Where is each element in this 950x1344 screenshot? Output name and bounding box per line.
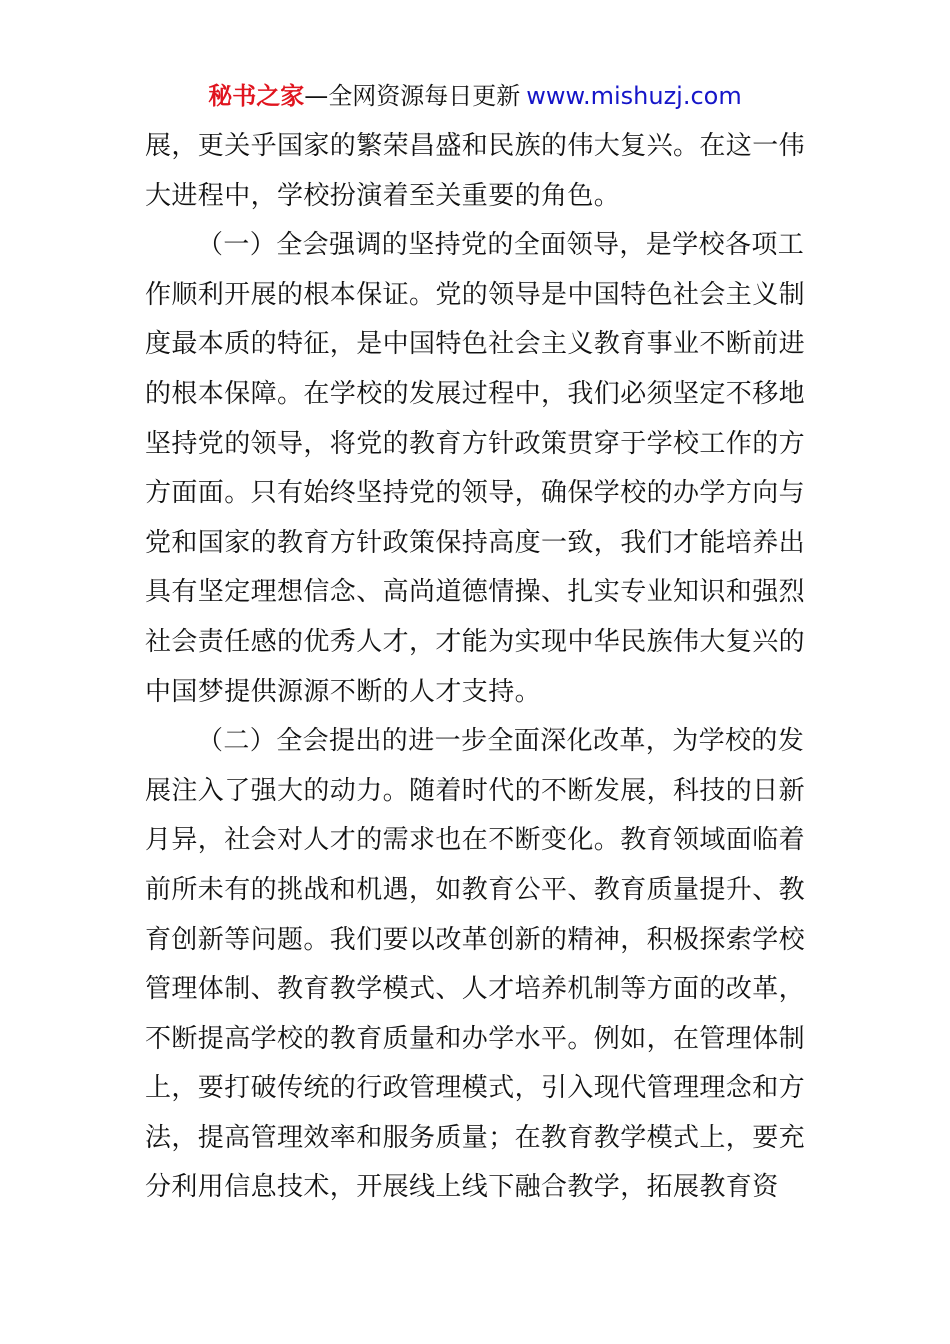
text-line: 的根本保障。在学校的发展过程中，我们必须坚定不移地 [145, 378, 806, 409]
text-line: 展注入了强大的动力。随着时代的不断发展，科技的日新 [145, 775, 806, 806]
text-line: 具有坚定理想信念、高尚道德情操、扎实专业知识和强烈 [145, 577, 806, 608]
text-line: 法，提高管理效率和服务质量；在教育教学模式上，要充 [145, 1122, 806, 1153]
text-line: 不断提高学校的教育质量和办学水平。例如，在管理体制 [145, 1023, 806, 1054]
text-line: 方面面。只有始终坚持党的领导，确保学校的办学方向与 [145, 478, 806, 509]
text-line: 分利用信息技术，开展线上线下融合教学，拓展教育资 [145, 1172, 779, 1203]
text-line: 中国梦提供源源不断的人才支持。 [145, 676, 542, 707]
text-line: 管理体制、教育教学模式、人才培养机制等方面的改革， [145, 974, 806, 1005]
text-line: 社会责任感的优秀人才，才能为实现中华民族伟大复兴的 [145, 626, 806, 657]
text-line: 育创新等问题。我们要以改革创新的精神，积极探索学校 [145, 924, 806, 955]
text-line: 坚持党的领导，将党的教育方针政策贯穿于学校工作的方 [145, 428, 806, 459]
paragraph-start-line: （二）全会提出的进一步全面深化改革，为学校的发 [197, 726, 805, 757]
page-header [0, 80, 950, 112]
document-body [145, 122, 807, 1213]
text-line: 度最本质的特征，是中国特色社会主义教育事业不断前进 [145, 329, 806, 360]
text-line: 党和国家的教育方针政策保持高度一致，我们才能培养出 [145, 527, 806, 558]
site-url-link[interactable]: www.mishuzj.com [526, 82, 742, 110]
text-line: 大进程中，学校扮演着至关重要的角色。 [145, 180, 621, 211]
site-brand: 秘书之家 [208, 82, 305, 110]
text-line: 月异，社会对人才的需求也在不断变化。教育领域面临着 [145, 825, 806, 856]
text-line: 上，要打破传统的行政管理模式，引入现代管理理念和方 [145, 1073, 806, 1104]
site-tagline: —全网资源每日更新 [304, 82, 521, 110]
paragraph-start-line: （一）全会强调的坚持党的全面领导，是学校各项工 [197, 230, 805, 261]
text-line: 前所未有的挑战和机遇，如教育公平、教育质量提升、教 [145, 874, 806, 905]
text-line: 作顺利开展的根本保证。党的领导是中国特色社会主义制 [145, 279, 806, 310]
text-line: 展，更关乎国家的繁荣昌盛和民族的伟大复兴。在这一伟 [145, 131, 806, 161]
